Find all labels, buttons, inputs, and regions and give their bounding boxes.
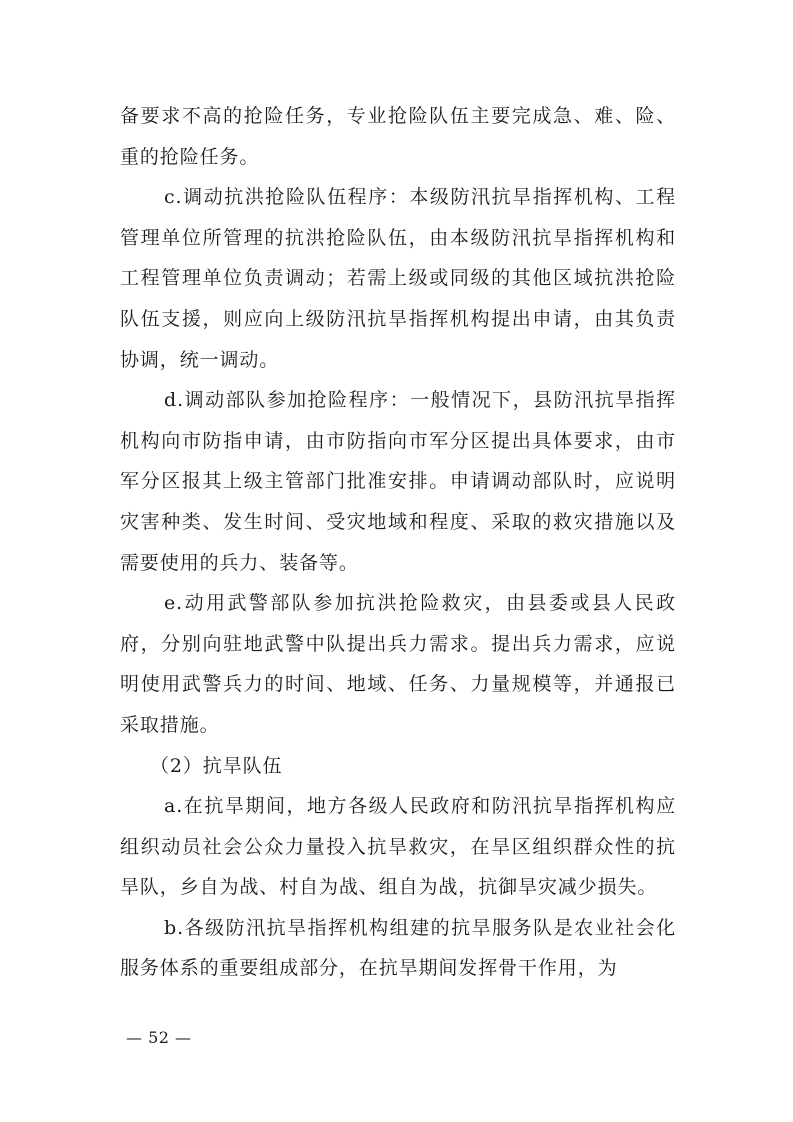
body-text — [120, 96, 676, 989]
paragraph-c: c.调动抗洪抢险队伍程序：本级防汛抗旱指挥机构、工程管理单位所管理的抗洪抢险队伍，由本级防汛抗旱指挥机构和工程管理单位负责调动；若需上级或同级的其他区域抗洪抢险队伍支援，则应向上级防汛抗旱指挥机构提出申请，由其负责协调，统一调动。 — [120, 186, 676, 371]
paragraph-continuation: 备要求不高的抢险任务，专业抢险队伍主要完成急、难、险、重的抢险任务。 — [120, 105, 676, 168]
paragraph-a: a.在抗旱期间，地方各级人民政府和防汛抗旱指挥机构应组织动员社会公众力量投入抗旱救灾，在旱区组织群众性的抗旱队，乡自为战、村自为战、组自为战，抗御旱灾减少损失。 — [120, 795, 676, 899]
section-heading-drought-team: （2）抗旱队伍 — [150, 754, 283, 777]
page-number: — 52 — — [126, 1028, 192, 1047]
paragraph-d: d.调动部队参加抢险程序：一般情况下，县防汛抗旱指挥机构向市防指申请，由市防指向市军分区提出具体要求，由市军分区报其上级主管部门批准安排。申请调动部队时，应说明灾害种类、发生时间、受灾地域和程度、采取的救灾措施以及需要使用的兵力、装备等。 — [120, 389, 676, 574]
paragraph-e: e.动用武警部队参加抗洪抢险救灾，由县委或县人民政府，分别向驻地武警中队提出兵力需求。提出兵力需求，应说明使用武警兵力的时间、地域、任务、力量规模等，并通报已采取措施。 — [120, 592, 676, 736]
paragraph-b: b.各级防汛抗旱指挥机构组建的抗旱服务队是农业社会化服务体系的重要组成部分，在抗旱期间发挥骨干作用，为 — [120, 916, 676, 980]
